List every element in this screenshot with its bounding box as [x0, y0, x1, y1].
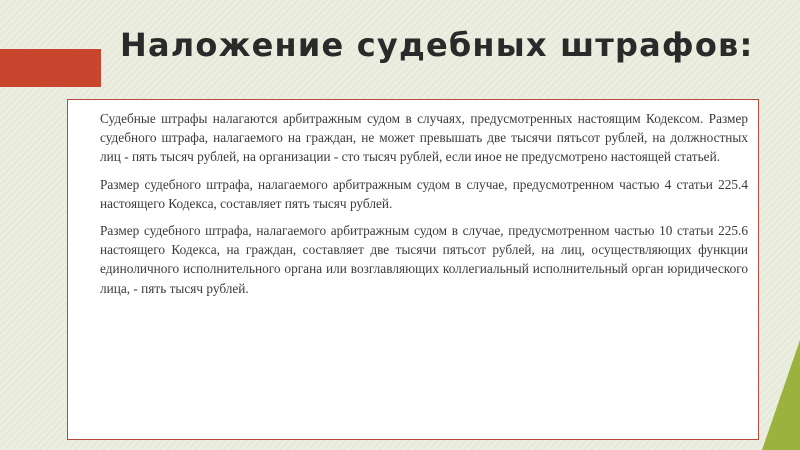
bullet-list — [68, 100, 758, 298]
title-accent-bar — [0, 49, 101, 87]
bullet-item-3 — [80, 221, 748, 298]
corner-accent-triangle — [762, 340, 800, 450]
bullet-item-2 — [80, 175, 748, 213]
slide-title: Наложение судебных штрафов: — [120, 26, 754, 64]
paragraph-text: Размер судебного штрафа, налагаемого арбитражным судом в случае, предусмотренном частью 10 статьи 225.6 настоящего Кодекса, на граждан, составляет две тысячи пятьсот рублей, на лиц, осуществляющих функции единоличного исполнительного органа или возглавляющих коллегиальный исполнительный орган юридического лица, - пять тысяч рублей. — [100, 223, 748, 296]
content-box — [67, 99, 759, 440]
bullet-item-1 — [80, 109, 748, 167]
paragraph-text: Судебные штрафы налагаются арбитражным судом в случаях, предусмотренных настоящим Кодексом. Размер судебного штрафа, налагаемого на граждан, не может превышать две тысячи пятьсот рублей, на должностных лиц - пять тысяч рублей, на организации - сто тысяч рублей, если иное не предусмотрено настоящей статьей. — [100, 111, 748, 165]
paragraph-text: Размер судебного штрафа, налагаемого арбитражным судом в случае, предусмотренном частью 4 статьи 225.4 настоящего Кодекса, составляет пять тысяч рублей. — [100, 176, 748, 211]
